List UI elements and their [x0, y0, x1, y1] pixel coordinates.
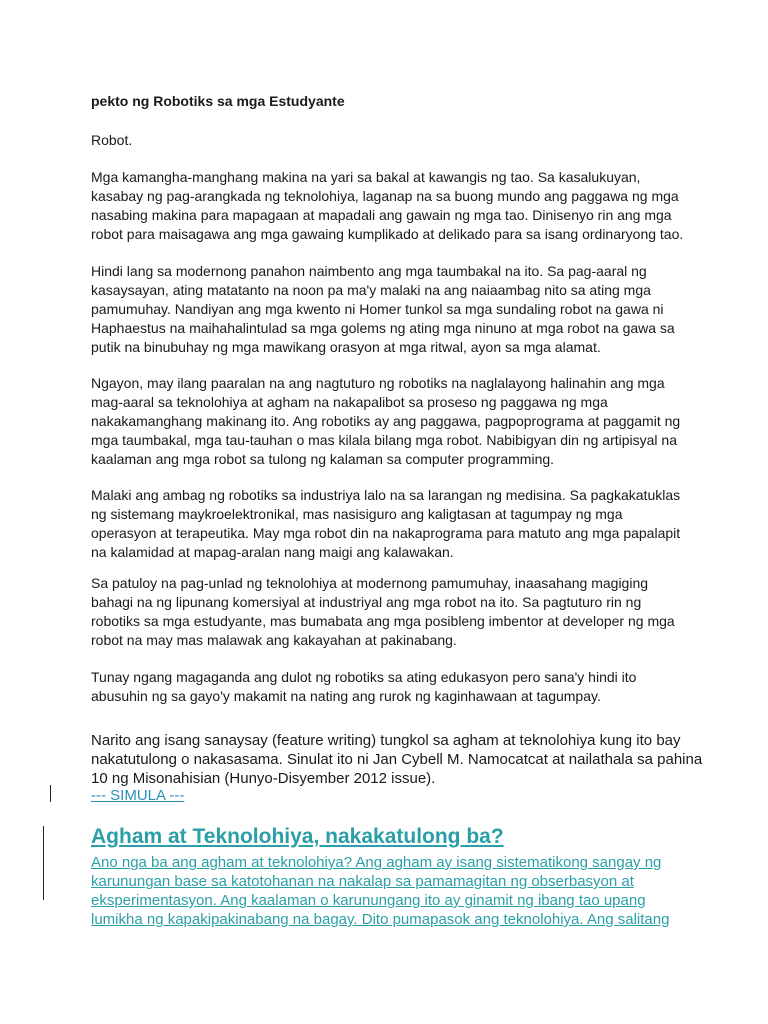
paragraph-6: Tunay ngang magaganda ang dulot ng robotiks sa ating edukasyon pero sana'y hindi ito abusuhin ng sa gayo'y makamit na nating ang rurok ng kaginhawaan at tagumpay. — [91, 669, 637, 704]
feature-title-link[interactable]: Agham at Teknolohiya, nakakatulong ba? — [91, 825, 504, 848]
paragraph-2: Hindi lang sa modernong panahon naimbento ang mga taumbakal na ito. Sa pag-aaral ng kasaysayan, ating matatanto na noon pa ma'y malaki na ang naiaambag nito sa ating mga pamumuhay. Nandiyan ang mga kwento ni Homer tunkol sa mga sundaling robot na gawa ni Haphaestus na maihahalintulad sa mga golems ng ating mga ninuno at mga robot na gawa sa putik na binubuhay ng mga mawikang orasyon at mga ritwal, ayon sa mga alamat. — [91, 263, 675, 355]
simula-link[interactable]: --- SIMULA --- — [91, 787, 185, 804]
paragraph-3: Ngayon, may ilang paaralan na ang nagtuturo ng robotiks na naglalayong halinahin ang mga mag-aaral sa teknolohiya at agham na nakapalibot sa proseso ng paggawa ng mga nakakamanghang makinang ito. Ang robotiks ay ang paggawa, pagpoprograma at paggamit ng mga taumbakal, mga tau-tauhan o mas kilala bilang mga robot. Nabibigyan din ng artipisyal na kaalaman ang mga robot sa tulong ng kalaman sa computer programming. — [91, 375, 681, 467]
paragraph-5: Sa patuloy na pag-unlad ng teknolohiya at modernong pamumuhay, inaasahang magiging bahagi na ng lipunang komersiyal at industriyal ang mga robot na ito. Sa pagtuturo rin ng robotiks sa mga estudyante, mas bumabata ang mga posibleng imbentor at developer ng mga robot na may mas malawak ang kakayahan at pakinabang. — [91, 575, 675, 648]
paragraph-1: Mga kamangha-manghang makina na yari sa bakal at kawangis ng tao. Sa kasalukuyan, kasabay ng pag-arangkada ng teknolohiya, laganap na sa buong mundo ang paggawa ng mga nasabing makina para mapagaan at mapadali ang gawain ng mga tao. Dinisenyo rin ang mga robot para maisagawa ang mga gawaing kumplikado at delikado para sa isang ordinaryong tao. — [91, 169, 684, 242]
text-cursor — [50, 785, 51, 802]
intro-paragraph: Narito ang isang sanaysay (feature writing) tungkol sa agham at teknolohiya kung ito bay nakatutulong o nakasasama. Sinulat ito ni Jan Cybell M. Namocatcat at nailathala sa pahina 10 ng Misonahisian (Hunyo-Disyember 2012 issue). — [91, 732, 703, 787]
paragraph-robot: Robot. — [91, 132, 133, 148]
edit-cursor-bar — [43, 826, 44, 900]
document-title: pekto ng Robotiks sa mga Estudyante — [91, 93, 345, 109]
paragraph-4: Malaki ang ambag ng robotiks sa industriya lalo na sa larangan ng medisina. Sa pagkakatuklas ng sistemang maykroelektronikal, mas nasisiguro ang kaligtasan at tagumpay ng mga operasyon at terapeutika. May mga robot din na nakaprograma para matuto ang mga papalapit na kalamidad at mapag-aralan nang maigi ang kalawakan. — [91, 487, 681, 560]
feature-body-link[interactable]: Ano nga ba ang agham at teknolohiya? Ang agham ay isang sistematikong sangay ng karunungan base sa katotohanan na nakalap sa pamamagitan ng obserbasyon at eksperimentasyon. Ang kaalaman o karunungang ito ay ginamit ng ibang tao upang lumikha ng kapakipakinabang na bagay. Dito pumapasok ang teknolohiya. Ang salitang — [91, 854, 670, 928]
